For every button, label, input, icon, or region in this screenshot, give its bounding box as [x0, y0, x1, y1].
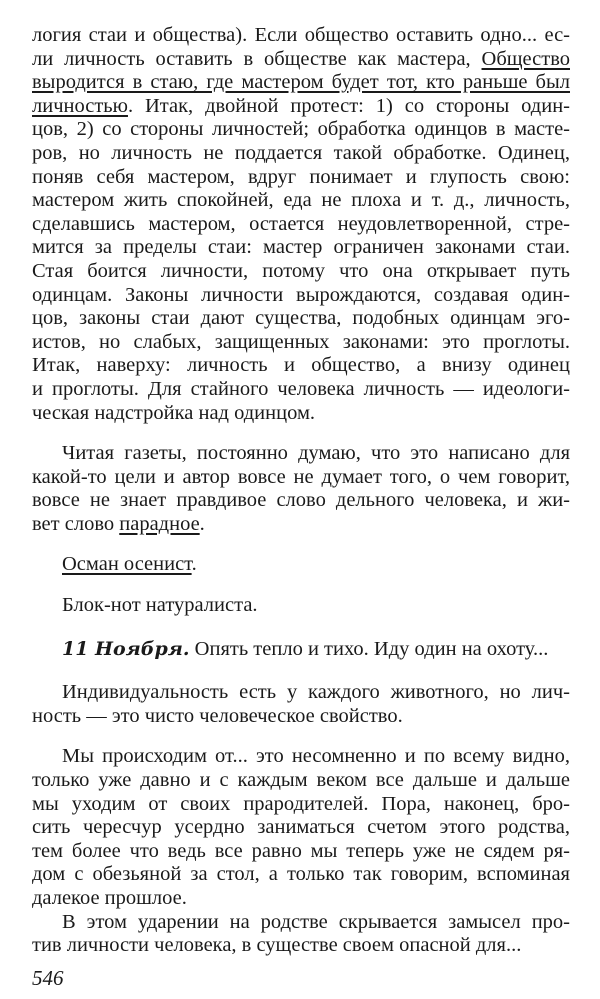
text-line: В этом ударении на родстве скрывается замысел про- [62, 910, 570, 933]
text-line: Блок-нот натуралиста. [62, 594, 258, 617]
spacer [32, 425, 570, 442]
paragraph-6 [32, 681, 570, 728]
paragraph-5 [32, 638, 570, 662]
text-fragment: . [199, 512, 205, 535]
spacer [32, 618, 570, 638]
text-line: какой-то цели и автор вовсе не думает того, о чем говорит, [32, 465, 570, 488]
text-line: цов, законы стаи дают существа, подобных одинцам эго- [32, 307, 570, 330]
text-line [32, 95, 570, 119]
text-line: Мы происходим от... это несомненно и по всему видно, [62, 745, 570, 768]
underlined-text: выродится в стаю, где мастером будет тот, кто раньше был [32, 71, 570, 94]
text-line [32, 48, 570, 72]
paragraph-4 [32, 594, 570, 618]
text-fragment: . Итак, двойной протест: 1) со стороны один- [127, 94, 570, 117]
text-line [32, 71, 570, 95]
page-number: 546 [32, 966, 64, 990]
text-fragment: Опять тепло и тихо. Иду один на охоту... [189, 637, 549, 660]
text-line [32, 553, 570, 577]
text-line: Стая боится личности, потому что она открывает путь [32, 259, 570, 282]
text-line: Индивидуальность есть у каждого животного, но лич- [62, 681, 570, 704]
text-line: сделавшись мастером, остается неудовлетворенной, стре- [32, 212, 570, 235]
text-line: мастером жить спокойней, еда не плоха и т. д., личность, [32, 189, 570, 212]
text-line: Читая газеты, постоянно думаю, что это написано для [62, 442, 570, 465]
spacer [32, 661, 570, 681]
text-line: дом с обезьяной за стол, а только так говорим, вспоминая [32, 863, 570, 886]
text-line: вовсе не знает правдивое слово дельного человека, и жи- [32, 489, 570, 512]
text-line: и проглоты. Для стайного человека личность — идеологи- [32, 377, 570, 400]
paragraph-1 [32, 24, 570, 425]
entry-date: 11 Ноября. [62, 637, 190, 660]
spacer [32, 728, 570, 745]
text-line: далекое прошлое. [32, 887, 187, 909]
text-line: только уже давно и с каждым веком все дальше и дальше [32, 769, 570, 792]
text-line: ность — это чисто человеческое свойство. [32, 704, 403, 727]
underlined-text: Общество [481, 47, 570, 70]
paragraph-7 [32, 745, 570, 910]
text-line: тив личности человека, в существе своем опасной для... [32, 934, 522, 957]
text-fragment: . [191, 553, 197, 576]
text-fragment: вет слово [32, 512, 120, 535]
paragraph-8 [32, 911, 570, 958]
text-line: сить чересчур усердно заниматься счетом этого родства, [32, 816, 570, 839]
spacer [32, 536, 570, 553]
underlined-text: личностью [32, 94, 128, 117]
book-page [32, 24, 570, 958]
paragraph-3 [32, 553, 570, 577]
text-line: ческая надстройка над одинцом. [32, 401, 316, 424]
text-line: Итак, наверху: личность и общество, а внизу одинец [32, 354, 570, 377]
text-line: истов, но слабых, защищенных законами: это проглоты. [32, 330, 570, 353]
text-fragment: ли личность оставить в обществе как мастера, [32, 47, 482, 70]
text-line: мится за пределы стаи: мастер ограничен законами стаи. [32, 236, 570, 259]
underlined-text: Осман осенист [62, 553, 192, 576]
paragraph-2 [32, 442, 570, 536]
underlined-text: парадное [119, 512, 200, 535]
text-line [32, 513, 570, 537]
text-line: одинцам. Законы личности вырождаются, создавая один- [32, 283, 570, 306]
text-line: мы уходим от своих прародителей. Пора, наконец, бро- [32, 792, 570, 815]
text-line [32, 638, 570, 662]
text-line: поняв себя мастером, вдруг понимает и глупость свою: [32, 165, 570, 188]
text-line: ров, но личность не поддается такой обработке. Одинец, [32, 141, 570, 164]
spacer [32, 577, 570, 594]
text-line: логия стаи и общества). Если общество оставить одно... ес- [32, 24, 570, 46]
text-line: тем более что ведь все равно мы теперь уже не сядем ря- [32, 839, 570, 862]
text-line: цов, 2) со стороны личностей; обработка одинцов в масте- [32, 118, 570, 141]
